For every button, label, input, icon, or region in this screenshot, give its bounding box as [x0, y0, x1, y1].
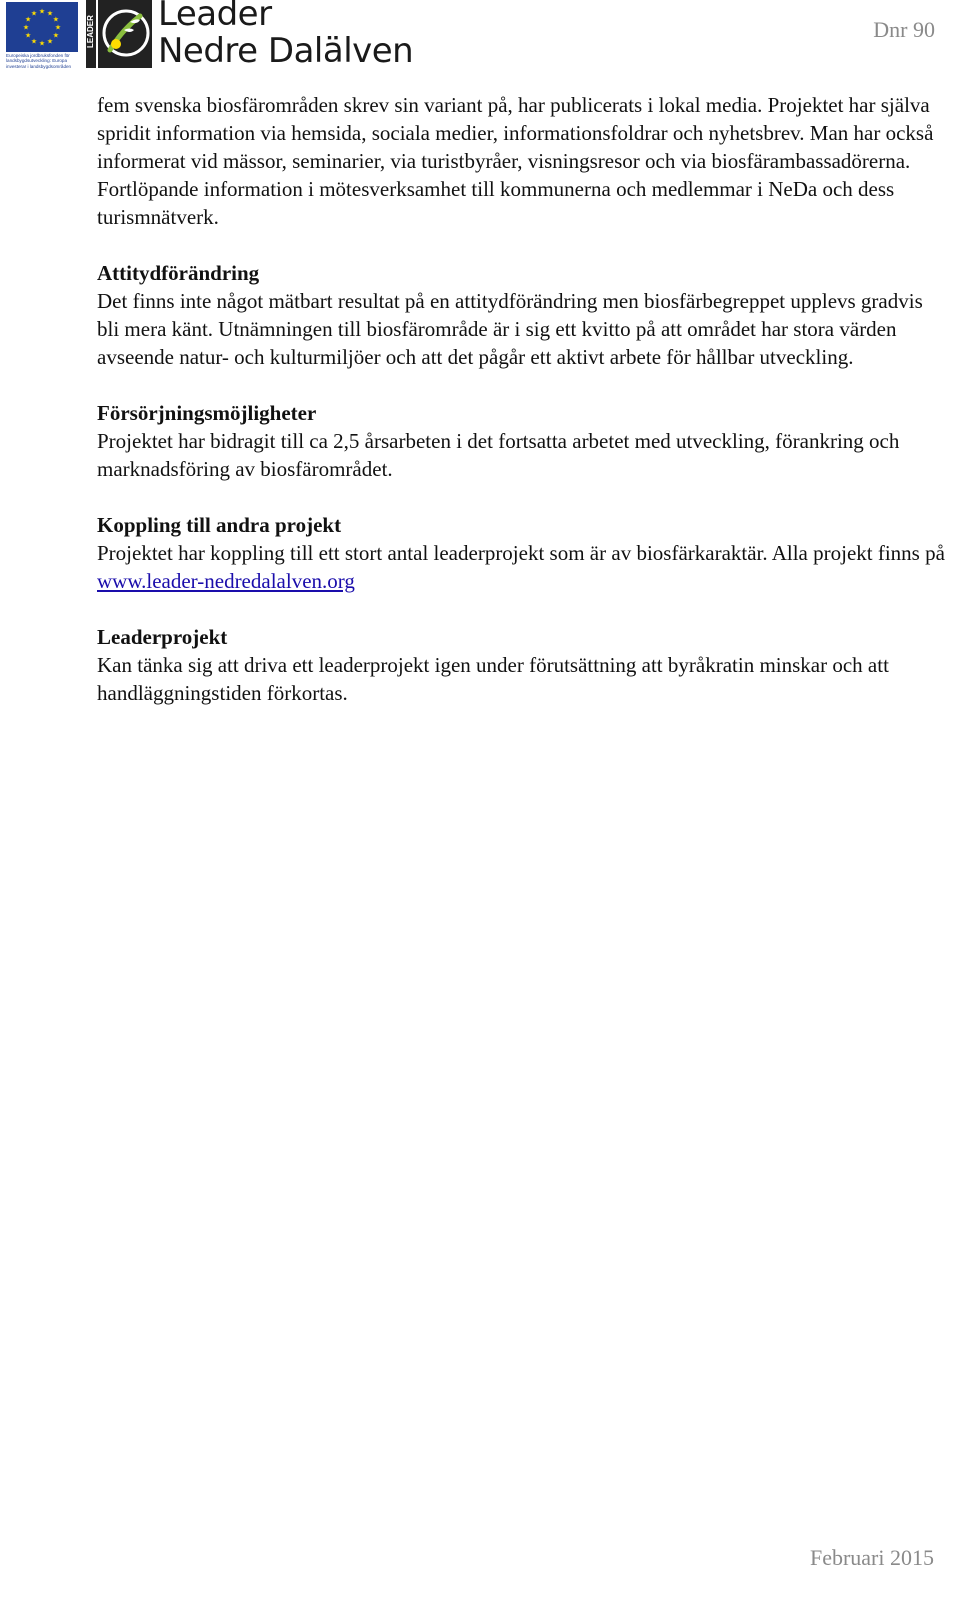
brand-line-1: Leader — [158, 0, 272, 34]
eu-caption-line-3: investerar i landsbygdsområden — [6, 63, 72, 69]
section-body-text: Projektet har koppling till ett stort antal leaderprojekt som är av biosfärkaraktär. Alla projekt finns på — [97, 541, 945, 565]
eu-caption-line-2: landsbygdsutveckling: Europa — [6, 58, 68, 64]
eu-caption — [6, 53, 82, 69]
eu-star-icon: ★ — [30, 37, 38, 46]
leader-mark-text: LEADER — [86, 15, 95, 48]
section-leaderprojekt — [97, 623, 947, 707]
eu-star-icon: ★ — [24, 15, 32, 24]
section-body-with-link — [97, 539, 947, 595]
brand-name — [158, 0, 413, 70]
eu-star-icon: ★ — [30, 9, 38, 18]
website-link[interactable]: www.leader-nedredalalven.org — [97, 569, 355, 593]
section-heading: Attitydförändring — [97, 261, 260, 285]
eu-flag-logo — [6, 2, 78, 52]
eu-star-icon: ★ — [46, 37, 54, 46]
eu-star-icon: ★ — [46, 9, 54, 18]
document-body — [97, 91, 947, 707]
section-body: Kan tänka sig att driva ett leaderprojekt igen under förutsättning att byråkratin minskar och att handläggningstiden förkortas. — [97, 653, 889, 705]
eu-star-icon: ★ — [22, 23, 30, 32]
section-koppling-till-andra-projekt — [97, 511, 947, 595]
document-number: Dnr 90 — [873, 17, 935, 42]
eu-caption-line-1: Europeiska jordbruksfonden för — [6, 53, 70, 58]
section-heading: Koppling till andra projekt — [97, 513, 342, 537]
brand-line-2: Nedre Dalälven — [158, 31, 414, 71]
section-forsorjningsmojligheter — [97, 399, 947, 483]
eu-star-icon: ★ — [54, 23, 62, 32]
page-header — [0, 0, 960, 75]
intro-paragraph: fem svenska biosfärområden skrev sin variant på, har publicerats i lokal media. Projektet har själva spridit information via hemsida, sociala medier, informationsfoldrar och nyhetsbrev. Man har också informerat vid mässor, seminarier, via turistbyråer, visningsresor och via biosfärambassadörerna. Fortlöpande information i mötesverksamhet till kommunerna och medlemmar i NeDa och dess turismnätverk. — [97, 93, 934, 229]
leader-logo — [86, 0, 152, 68]
eu-star-icon: ★ — [38, 7, 46, 16]
section-attitydforandring — [97, 259, 947, 371]
footer-date: Februari 2015 — [809, 1545, 934, 1570]
section-heading: Leaderprojekt — [97, 625, 228, 649]
section-body: Projektet har bidragit till ca 2,5 årsarbeten i det fortsatta arbetet med utveckling, förankring och marknadsföring av biosfärområdet. — [97, 429, 900, 481]
eu-star-icon: ★ — [38, 39, 46, 48]
section-body: Det finns inte något mätbart resultat på en attitydförändring men biosfärbegreppet upplevs gradvis bli mera känt. Utnämningen till biosfärområde är i sig ett kvitto på att området har stora värden avseende natur- och kulturmiljöer och att det pågår ett aktivt arbete för hållbar utveckling. — [97, 289, 923, 369]
section-heading: Försörjningsmöjligheter — [97, 401, 317, 425]
eu-star-icon: ★ — [24, 31, 32, 40]
eu-star-icon: ★ — [52, 15, 60, 24]
eu-star-icon: ★ — [52, 31, 60, 40]
